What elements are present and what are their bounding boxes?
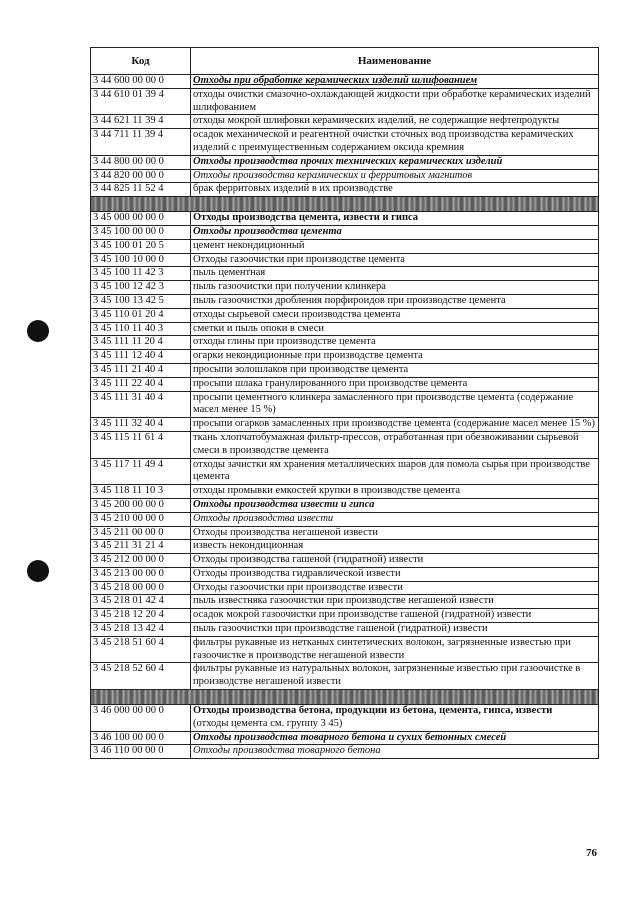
row-name: Отходы производства гидравлической извести [193,567,401,579]
row-name: Отходы производства гашеной (гидратной) извести [193,554,424,566]
table-row [91,239,599,253]
row-name-cell [191,253,599,267]
row-name: пыль цементная [193,267,266,279]
table-row [91,512,599,526]
row-name: фильтры рукавные из нетканых синтетических волокон, загрязненные известью при газоочистке в производстве негашеной извести [193,636,571,661]
row-name: отходы мокрой шлифовки керамических изделий, не содержащие нефтепродукты [193,115,560,127]
row-code: 3 46 100 00 00 0 [91,731,191,745]
row-name-cell [191,745,599,759]
table-row [91,705,599,732]
name-column-header: Наименование [191,48,599,75]
row-code: 3 44 610 01 39 4 [91,88,191,115]
table-row [91,281,599,295]
row-name-cell [191,225,599,239]
separator-band [91,197,599,212]
table-row [91,183,599,197]
row-name-cell [191,705,599,732]
row-code: 3 45 218 12 20 4 [91,609,191,623]
row-code: 3 45 218 51 60 4 [91,636,191,663]
row-name-cell [191,239,599,253]
table-row [91,267,599,281]
table-row [91,458,599,485]
table-row [91,155,599,169]
row-name-cell [191,155,599,169]
table-row [91,253,599,267]
row-name: Отходы газоочистки при производстве извести [193,581,403,593]
table-row [91,336,599,350]
row-name-cell [191,609,599,623]
waste-classification-table [90,47,599,759]
row-code: 3 45 100 01 20 5 [91,239,191,253]
row-code: 3 45 100 11 42 3 [91,267,191,281]
table-row [91,540,599,554]
row-name-cell [191,281,599,295]
row-code: 3 45 218 00 00 0 [91,581,191,595]
table-row [91,308,599,322]
row-name: отходы зачистки ям хранения металлических шаров для помола сырья при производстве цемента [193,458,590,483]
row-name-cell [191,512,599,526]
table-row [91,294,599,308]
row-code: 3 45 111 12 40 4 [91,350,191,364]
row-code: 3 45 111 32 40 4 [91,418,191,432]
row-code: 3 44 800 00 00 0 [91,155,191,169]
section-separator [91,197,599,212]
row-code: 3 45 200 00 00 0 [91,498,191,512]
row-code: 3 45 100 13 42 5 [91,294,191,308]
row-name-cell [191,391,599,418]
row-name-cell [191,336,599,350]
row-name: Отходы производства извести [193,512,334,524]
row-name-cell [191,595,599,609]
row-code: 3 45 110 11 40 3 [91,322,191,336]
row-name: Отходы производства цемента [193,225,342,237]
page-number: 76 [586,847,597,859]
row-name: пыль газоочистки при получении клинкера [193,281,386,293]
row-name: цемент некондиционный [193,239,305,251]
row-name-cell [191,363,599,377]
row-code: 3 44 820 00 00 0 [91,169,191,183]
row-name: отходы промывки емкостей крупки в производстве цемента [193,485,461,497]
row-name: известь некондиционная [193,540,304,552]
row-code: 3 45 211 00 00 0 [91,526,191,540]
table-row [91,595,599,609]
section-separator [91,690,599,705]
row-name-cell [191,418,599,432]
table-row [91,377,599,391]
row-name: Отходы производства негашеной извести [193,526,378,538]
row-name: Отходы производства прочих технических керамических изделий [193,155,503,167]
row-note: (отходы цемента см. группу 3 45) [193,717,343,729]
row-name-cell [191,350,599,364]
row-name-cell [191,377,599,391]
table-row [91,554,599,568]
table-row [91,115,599,129]
row-name-cell [191,567,599,581]
row-name: Отходы газоочистки при производстве цемента [193,253,405,265]
row-name: огарки некондиционные при производстве цемента [193,350,423,362]
row-code: 3 45 213 00 00 0 [91,567,191,581]
row-code: 3 45 100 10 00 0 [91,253,191,267]
row-code: 3 44 825 11 52 4 [91,183,191,197]
row-name: просыпи золошлаков при производстве цемента [193,363,409,375]
table-row [91,418,599,432]
row-name: Отходы производства товарного бетона и сухих бетонных смесей [193,731,507,743]
table-row [91,431,599,458]
row-name-cell [191,431,599,458]
row-name-cell [191,115,599,129]
row-name: Отходы производства бетона, продукции из бетона, цемента, гипса, извести [193,705,553,717]
row-code: 3 45 218 13 42 4 [91,623,191,637]
row-code: 3 45 118 11 10 3 [91,485,191,499]
row-code: 3 45 115 11 61 4 [91,431,191,458]
table-row [91,745,599,759]
row-code: 3 45 100 00 00 0 [91,225,191,239]
row-name-cell [191,212,599,226]
row-code: 3 44 600 00 00 0 [91,75,191,89]
row-name: брак ферритовых изделий в их производстве [193,183,393,195]
row-name-cell [191,458,599,485]
row-name-cell [191,169,599,183]
row-code: 3 45 111 31 40 4 [91,391,191,418]
row-code: 3 45 111 11 20 4 [91,336,191,350]
table-row [91,498,599,512]
row-code: 3 45 111 22 40 4 [91,377,191,391]
row-name-cell [191,88,599,115]
row-name-cell [191,322,599,336]
table-row [91,526,599,540]
row-name-cell [191,636,599,663]
table-row [91,169,599,183]
row-name: пыль газоочистки дробления порфироидов при производстве цемента [193,294,506,306]
table-row [91,609,599,623]
table-row [91,363,599,377]
table-row [91,581,599,595]
row-name: просыпи огарков замасленных при производстве цемента (содержание масел менее 15 %) [193,418,595,430]
row-name: осадок мокрой газоочистки при производстве гашеной (гидратной) извести [193,609,532,621]
table-body [91,75,599,759]
row-name-cell [191,731,599,745]
row-name: Отходы производства цемента, извести и гипса [193,212,419,224]
row-code: 3 45 111 21 40 4 [91,363,191,377]
row-name-cell [191,183,599,197]
row-name-cell [191,267,599,281]
row-name: отходы очистки смазочно-охлаждающей жидкости при обработке керамических изделий шлифованием [193,88,591,113]
row-code: 3 44 621 11 39 4 [91,115,191,129]
row-name: Отходы производства товарного бетона [193,745,381,757]
table-row [91,623,599,637]
table-row [91,88,599,115]
row-name-cell [191,294,599,308]
table-row [91,636,599,663]
table-row [91,212,599,226]
table-row [91,663,599,690]
row-name-cell [191,663,599,690]
row-name-cell [191,75,599,89]
row-code: 3 45 110 01 20 4 [91,308,191,322]
row-code: 3 45 117 11 49 4 [91,458,191,485]
row-code: 3 46 000 00 00 0 [91,705,191,732]
table-row [91,129,599,156]
row-name-cell [191,498,599,512]
row-code: 3 45 218 01 42 4 [91,595,191,609]
table-row [91,322,599,336]
row-name-cell [191,129,599,156]
row-name: пыль газоочистки при производстве гашеной (гидратной) извести [193,623,488,635]
row-name: просыпи цементного клинкера замасленного при производстве цемента (содержание масел менее 15 %) [193,391,574,416]
binder-hole-top [27,320,49,342]
row-code: 3 45 210 00 00 0 [91,512,191,526]
table-row [91,391,599,418]
separator-band [91,690,599,705]
row-name-cell [191,623,599,637]
row-name: осадок механической и реагентной очистки сточных вод производства керамических изделий с преимущественным содержанием оксида кремния [193,129,574,153]
table-row [91,731,599,745]
row-name-cell [191,554,599,568]
row-name-cell [191,485,599,499]
row-code: 3 45 100 12 42 3 [91,281,191,295]
row-name: Отходы производства извести и гипса [193,498,375,510]
row-name-cell [191,308,599,322]
row-name: пыль известняка газоочистки при производстве негашеной извести [193,595,494,607]
row-name: фильтры рукавные из натуральных волокон, загрязненные известью при газоочистке в производстве негашеной извести [193,663,581,688]
row-name: отходы сырьевой смеси производства цемента [193,308,401,320]
row-name-cell [191,581,599,595]
row-code: 3 45 000 00 00 0 [91,212,191,226]
row-name: ткань хлопчатобумажная фильтр-прессов, отработанная при обезвоживании сырьевой смеси в производстве цемента [193,431,579,456]
row-code: 3 45 211 31 21 4 [91,540,191,554]
row-name: отходы глины при производстве цемента [193,336,376,348]
row-code: 3 45 218 52 60 4 [91,663,191,690]
binder-hole-bottom [27,560,49,582]
row-name: просыпи шлака гранулированного при производстве цемента [193,377,468,389]
table-row [91,350,599,364]
table-row [91,225,599,239]
row-name: сметки и пыль опоки в смеси [193,322,325,334]
row-code: 3 45 212 00 00 0 [91,554,191,568]
row-code: 3 44 711 11 39 4 [91,129,191,156]
table-row [91,567,599,581]
row-name-cell [191,526,599,540]
row-name: Отходы производства керамических и ферритовых магнитов [193,169,473,181]
table-header [91,48,599,75]
table-row [91,485,599,499]
row-name-cell [191,540,599,554]
table-row [91,75,599,89]
row-name: Отходы при обработке керамических изделий шлифованием [193,75,478,86]
code-column-header: Код [91,48,191,75]
row-code: 3 46 110 00 00 0 [91,745,191,759]
